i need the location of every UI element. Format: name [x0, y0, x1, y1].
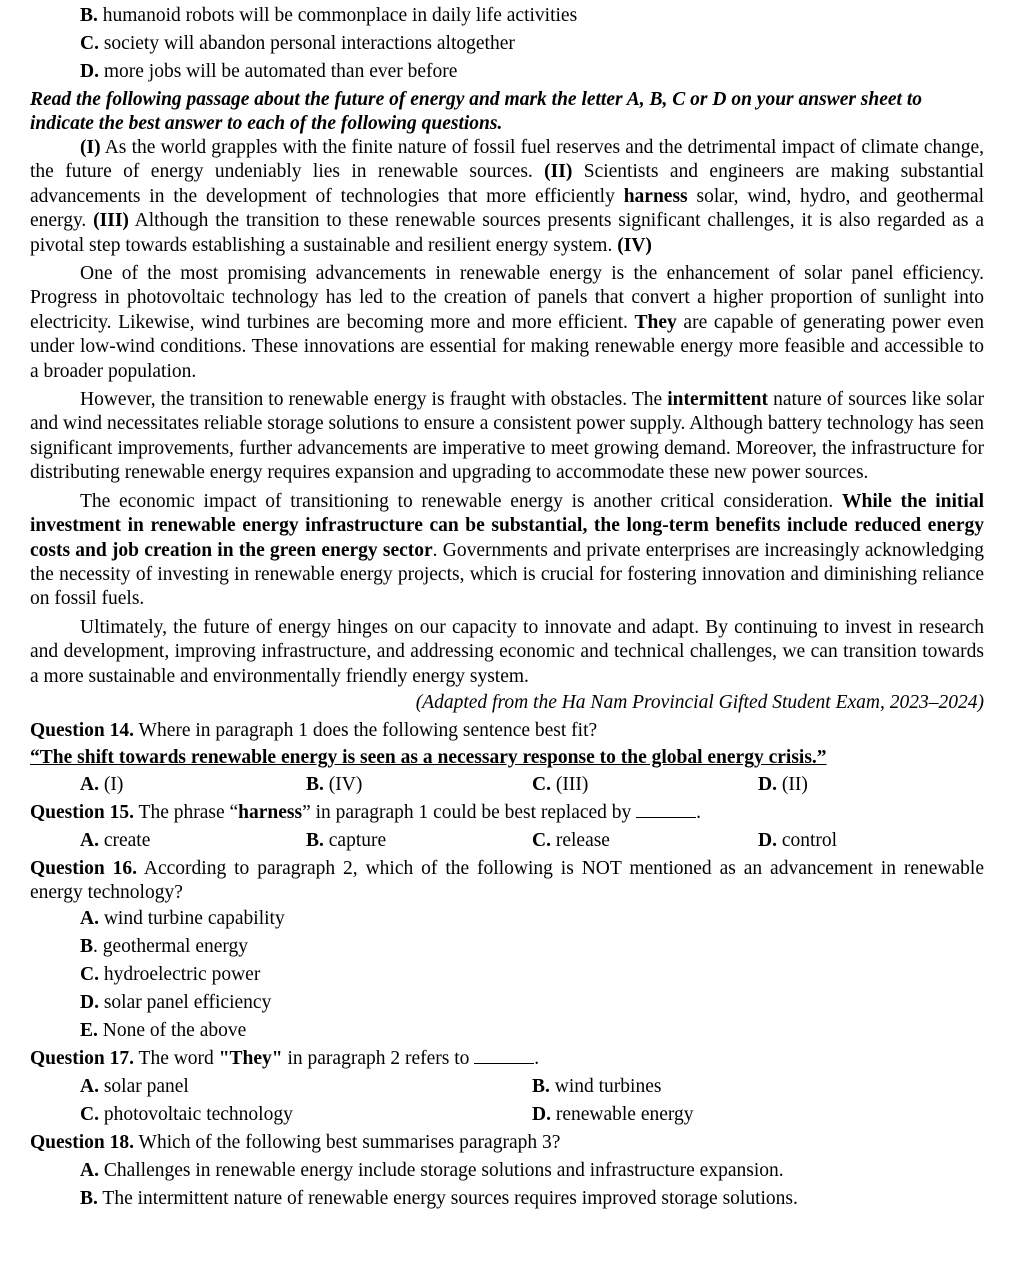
option-d[interactable]: D. solar panel efficiency — [80, 991, 272, 1013]
paragraph-1: (I) As the world grapples with the finite nature of fossil fuel reserves and the detrimental impact of climate change, the future of energy undeniably lies in renewable sources. (II) Scientists and engineers are making substantial advancements in the development of technologies that more efficiently harness solar, wind, hydro, and geothermal energy. (III) Although the transition to these renewable sources presents significant challenges, it is also regarded as a pivotal step towards establishing a sustainable and resilient energy system. (IV) — [30, 137, 984, 256]
keyword-they: They — [634, 311, 677, 333]
option-d[interactable]: D. control — [758, 829, 838, 851]
option-d[interactable]: D. (II) — [758, 773, 808, 795]
paragraph-3: However, the transition to renewable energy is fraught with obstacles. The intermittent nature of sources like solar and wind necessitates reliable storage solutions to ensure a consistent power supply. Although battery technology has seen significant improvements, further advancements are imperative to meet growing demand. Moreover, the infrastructure for distributing renewable energy requires expansion and upgrading to accommodate these new power sources. — [30, 389, 985, 484]
answer-options — [30, 1073, 984, 1129]
question-16 — [30, 857, 984, 1045]
reading-passage — [30, 136, 984, 717]
option-b[interactable]: B. capture — [306, 829, 387, 851]
answer-blank — [636, 801, 696, 818]
question-stem: Question 14. Where in paragraph 1 does the following sentence best fit? — [30, 719, 598, 741]
previous-question-options — [30, 2, 984, 86]
section-instruction: Read the following passage about the future of energy and mark the letter A, B, C or D on your answer sheet to indicate the best answer to each of the following questions. — [30, 89, 923, 134]
question-14 — [30, 717, 984, 799]
option-c[interactable]: C. photovoltaic technology — [80, 1103, 293, 1125]
highlighted-sentence: While the initial investment in renewable energy infrastructure can be substantial, the long-term benefits include reduced energy costs and job creation in the green energy sector — [30, 490, 985, 561]
option-c[interactable]: C. (III) — [532, 773, 589, 795]
passage-source: (Adapted from the Ha Nam Provincial Gifted Student Exam, 2023–2024) — [415, 691, 984, 713]
paragraph-4: The economic impact of transitioning to renewable energy is another critical consideration. While the initial investment in renewable energy infrastructure can be substantial, the long-term benefits include reduced energy costs and job creation in the green energy sector. Governments and private enterprises are increasingly acknowledging the necessity of investing in renewable energy projects, which is crucial for fostering innovation and diminishing reliance on fossil fuels. — [30, 490, 985, 610]
option-b[interactable]: B. The intermittent nature of renewable energy sources requires improved storage solutions. — [80, 1187, 798, 1209]
option-b[interactable]: B. geothermal energy — [80, 935, 249, 957]
option-d[interactable]: D. renewable energy — [532, 1103, 694, 1125]
question-stem: Question 18. Which of the following best summarises paragraph 3? — [30, 1131, 561, 1153]
option-a[interactable]: A. create — [80, 829, 151, 851]
option-a[interactable]: A. wind turbine capability — [80, 907, 285, 929]
quoted-sentence: “The shift towards renewable energy is seen as a necessary response to the global energy crisis.” — [30, 746, 827, 768]
keyword-harness: harness — [623, 185, 688, 207]
option-b[interactable]: B. wind turbines — [532, 1075, 662, 1097]
option-a[interactable]: A. (I) — [80, 773, 124, 795]
answer-options — [30, 771, 984, 799]
question-stem: Question 17. The word "They" in paragraph 2 refers to . — [30, 1047, 540, 1069]
question-stem: Question 15. The phrase “harness” in paragraph 1 could be best replaced by . — [30, 801, 702, 823]
option-b[interactable]: B. (IV) — [306, 773, 363, 795]
option-a[interactable]: A. Challenges in renewable energy include storage solutions and infrastructure expansion. — [80, 1159, 784, 1181]
option-d: D. more jobs will be automated than ever before — [80, 61, 458, 82]
question-17 — [30, 1045, 984, 1129]
option-c: C. society will abandon personal interactions altogether — [80, 33, 515, 54]
answer-blank — [474, 1047, 534, 1064]
question-stem: Question 16. According to paragraph 2, which of the following is NOT mentioned as an advancement in renewable energy technology? — [30, 857, 985, 903]
option-a[interactable]: A. solar panel — [80, 1075, 189, 1097]
keyword-intermittent: intermittent — [667, 389, 768, 411]
option-b: B. humanoid robots will be commonplace in daily life activities — [80, 5, 578, 26]
answer-options — [30, 827, 984, 855]
option-e[interactable]: E. None of the above — [80, 1019, 247, 1041]
question-18 — [30, 1129, 984, 1213]
option-c[interactable]: C. hydroelectric power — [80, 963, 261, 985]
paragraph-5: Ultimately, the future of energy hinges on our capacity to innovate and adapt. By continuing to invest in research and development, improving infrastructure, and addressing economic and technical challenges, we can transition towards a more sustainable and environmentally friendly energy system. — [30, 616, 984, 687]
paragraph-2: One of the most promising advancements in renewable energy is the enhancement of solar panel efficiency. Progress in photovoltaic technology has led to the creation of panels that convert a higher proportion of sunlight into electricity. Likewise, wind turbines are becoming more and more efficient. They are capable of generating power even under low-wind conditions. These innovations are essential for making renewable energy more feasible and accessible to a broader population. — [30, 263, 985, 382]
option-c[interactable]: C. release — [532, 829, 610, 851]
question-15 — [30, 799, 984, 855]
